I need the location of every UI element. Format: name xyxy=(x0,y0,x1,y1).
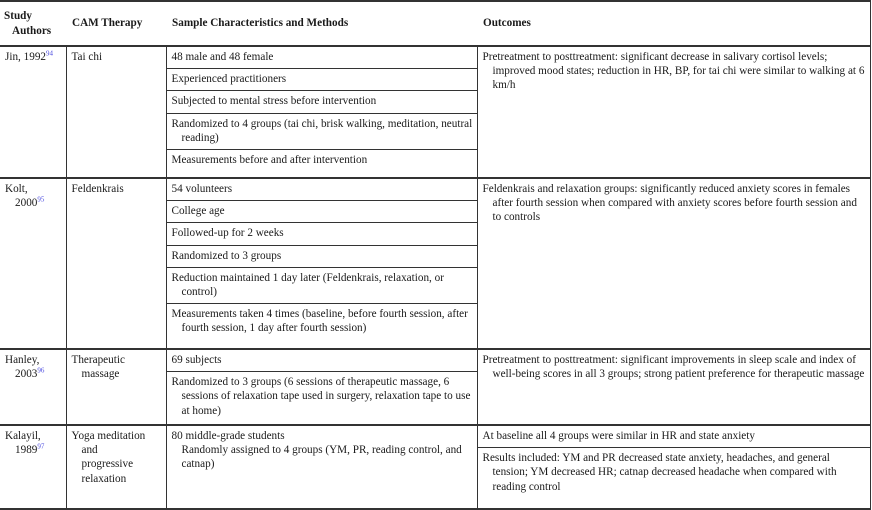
author-name: Kalayil, xyxy=(5,430,41,442)
reference-link[interactable]: 96 xyxy=(37,366,45,375)
header-outcomes: Outcomes xyxy=(477,1,870,46)
therapy-cell: Tai chi xyxy=(66,46,166,178)
header-row xyxy=(0,1,870,46)
therapy-line: Therapeutic xyxy=(71,354,125,366)
outcomes-cell xyxy=(477,349,870,425)
therapy-cell xyxy=(66,349,166,425)
therapy-line: Yoga meditation xyxy=(71,430,146,442)
header-study-authors xyxy=(0,1,66,46)
table-row-kolt xyxy=(0,178,870,349)
outcome-item: At baseline all 4 groups were similar in HR and state anxiety xyxy=(478,426,870,448)
method-item: 54 volunteers xyxy=(167,179,477,201)
header-study-authors-line2: Authors xyxy=(12,24,52,37)
outcome-text: Feldenkrais and relaxation groups: significantly reduced anxiety scores in females after fourth session when compared with anxiety scores before fourth session and to controls xyxy=(482,183,857,224)
therapy-cell: Feldenkrais xyxy=(66,178,166,349)
method-item: Subjected to mental stress before intervention xyxy=(167,91,477,113)
outcome-text: Pretreatment to posttreatment: significant decrease in salivary cortisol levels; improved mood states; reduction in HR, BP, for tai chi were similar to walking at 6 km/h xyxy=(482,51,865,92)
method-item: Measurements before and after intervention xyxy=(171,154,368,167)
reference-link[interactable]: 94 xyxy=(46,49,54,58)
outcomes-cell xyxy=(477,425,870,509)
author-cell xyxy=(0,46,66,178)
therapy-line: progressive xyxy=(81,458,134,471)
author-year-wrap xyxy=(5,196,62,210)
methods-cell xyxy=(166,46,477,178)
method-item: Randomized to 3 groups xyxy=(167,246,477,268)
outcome-item: Results included: YM and PR decreased state anxiety, headaches, and general tension; YM decreased HR; catnap decreased headache when compared with reading control xyxy=(482,452,837,493)
header-study-authors-line1: Study xyxy=(4,10,32,23)
outcome-text: Pretreatment to posttreatment: significant improvements in sleep scale and index of well-being scores in all 3 groups; strong patient preference for therapeutic massage xyxy=(482,354,865,381)
author-year: 2000 xyxy=(15,197,38,210)
therapy-cell xyxy=(66,425,166,509)
method-item: Experienced practitioners xyxy=(167,69,477,91)
methods-cell xyxy=(166,178,477,349)
method-item: Reduction maintained 1 day later (Feldenkrais, relaxation, or control) xyxy=(167,268,477,304)
table-row-jin xyxy=(0,46,870,178)
outcomes-cell xyxy=(477,46,870,178)
author-cell xyxy=(0,178,66,349)
method-item: Randomized to 4 groups (tai chi, brisk walking, meditation, neutral reading) xyxy=(167,114,477,150)
method-item: Followed-up for 2 weeks xyxy=(167,223,477,245)
method-item: Measurements taken 4 times (baseline, before fourth session, after fourth session, 1 day after fourth session) xyxy=(171,308,468,335)
therapy-line: and xyxy=(81,444,98,457)
method-item xyxy=(167,426,477,475)
author-year: 2003 xyxy=(15,368,38,381)
methods-cell xyxy=(166,425,477,509)
author-year-wrap xyxy=(5,367,62,381)
author-name: Hanley, xyxy=(5,354,40,366)
methods-cell xyxy=(166,349,477,425)
method-item: 69 subjects xyxy=(167,350,477,372)
therapy-line: massage xyxy=(81,368,120,381)
method-item: Randomized to 3 groups (6 sessions of therapeutic massage, 6 sessions of relaxation tape used in surgery, relaxation tape to use at home) xyxy=(171,376,471,417)
therapy-line: relaxation xyxy=(81,472,127,485)
author-cell xyxy=(0,425,66,509)
reference-link[interactable]: 97 xyxy=(37,442,45,451)
header-cam-therapy: CAM Therapy xyxy=(66,1,166,46)
method-item: 48 male and 48 female xyxy=(167,47,477,69)
method-item: College age xyxy=(167,201,477,223)
author-cell xyxy=(0,349,66,425)
outcomes-cell xyxy=(477,178,870,349)
table-row-hanley xyxy=(0,349,870,425)
author-name: Jin, 1992 xyxy=(5,51,47,63)
author-name: Kolt, xyxy=(5,183,28,195)
reference-link[interactable]: 95 xyxy=(37,195,45,204)
method-line: 80 middle-grade students xyxy=(171,430,285,442)
table-row-kalayil xyxy=(0,425,870,509)
header-sample-methods: Sample Characteristics and Methods xyxy=(166,1,477,46)
method-line: Randomly assigned to 4 groups (YM, PR, reading control, and catnap) xyxy=(181,444,462,471)
author-year: 1989 xyxy=(15,444,38,457)
author-year-wrap xyxy=(5,443,62,457)
